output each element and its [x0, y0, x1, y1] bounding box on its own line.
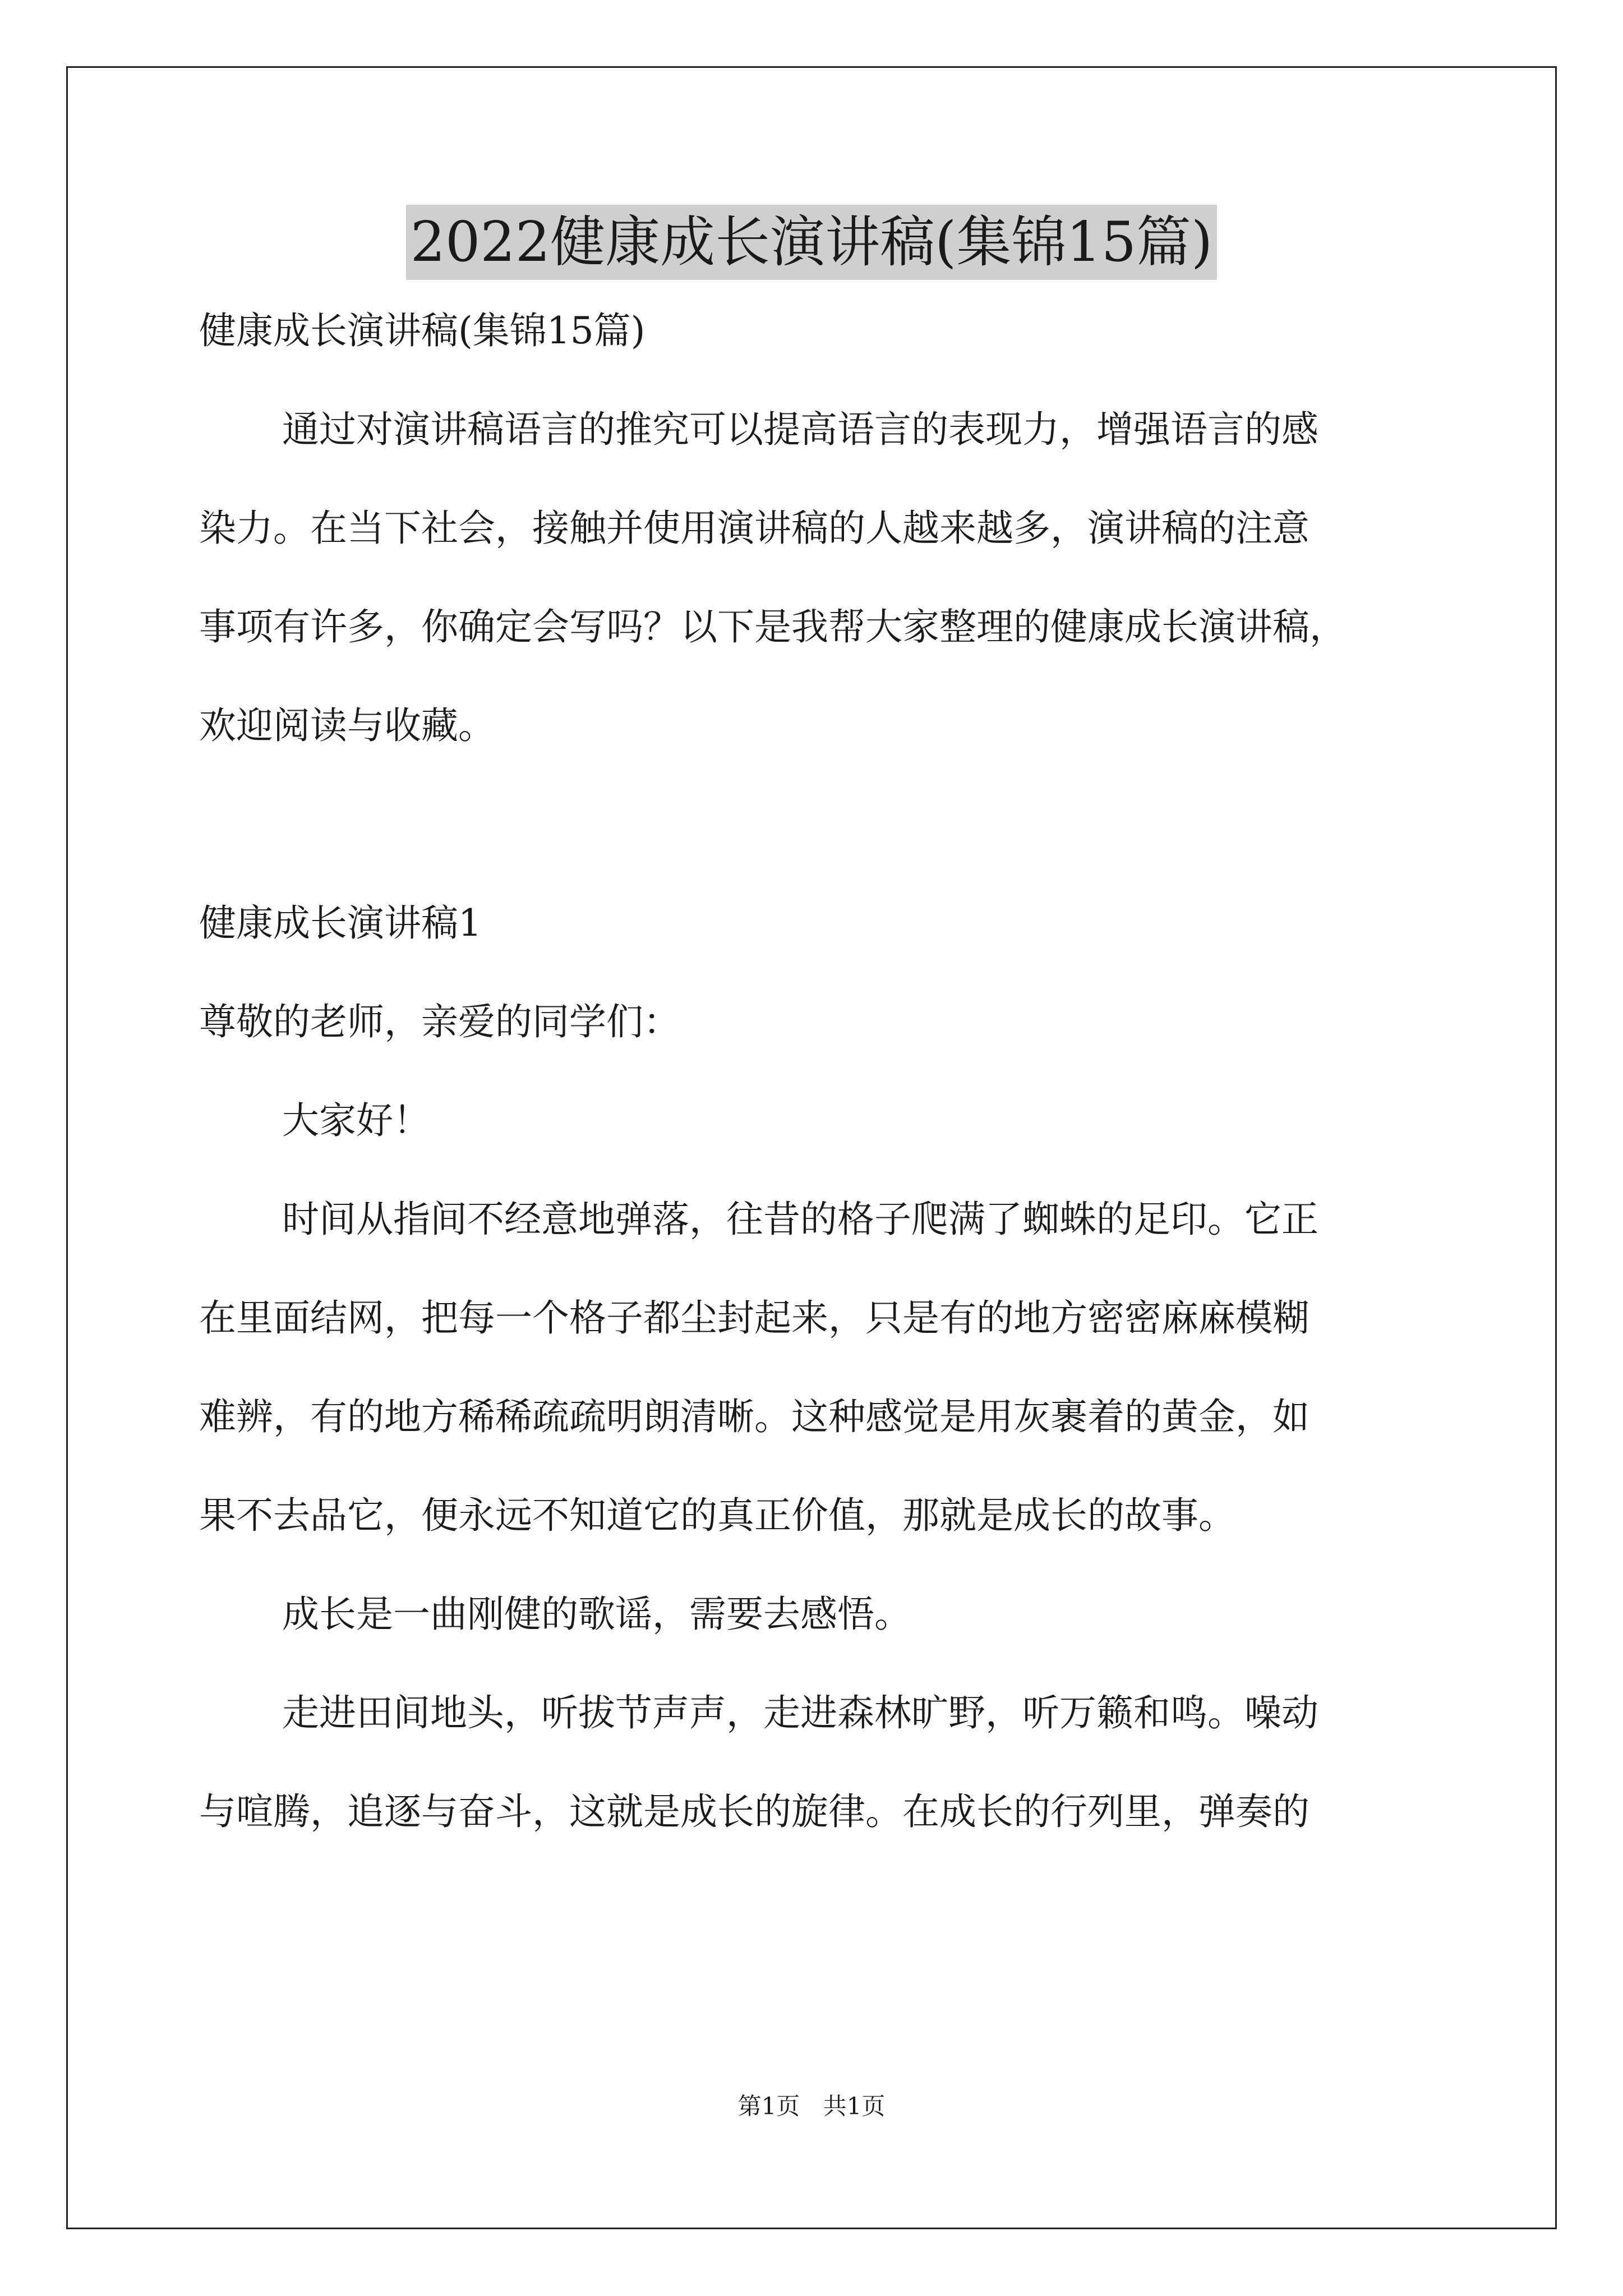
body-line: 健康成长演讲稿1: [199, 901, 482, 945]
body-line: 在里面结网，把每一个格子都尘封起来，只是有的地方密密麻麻模糊: [199, 1296, 1310, 1340]
body-line: 健康成长演讲稿(集锦15篇): [199, 309, 645, 352]
page-number: 第1页: [737, 2092, 800, 2120]
body-line: 走进田间地头，听拔节声声，走进森林旷野，听万籁和鸣。噪动: [282, 1691, 1318, 1734]
body-line: 时间从指间不经意地弹落，往昔的格子爬满了蜘蛛的足印。它正: [282, 1198, 1318, 1241]
body-line: 大家好！: [282, 1099, 430, 1142]
body-line: 染力。在当下社会，接触并使用演讲稿的人越来越多，演讲稿的注意: [199, 507, 1310, 550]
body-line: 通过对演讲稿语言的推究可以提高语言的表现力，增强语言的感: [282, 408, 1318, 451]
body-line: 果不去品它，便永远不知道它的真正价值，那就是成长的故事。: [199, 1494, 1235, 1537]
body-line: 难辨，有的地方稀稀疏疏明朗清晰。这种感觉是用灰裹着的黄金，如: [199, 1395, 1310, 1438]
document-body: [199, 306, 1455, 1837]
body-line: 事项有许多，你确定会写吗？以下是我帮大家整理的健康成长演讲稿，: [199, 605, 1347, 648]
body-line: 尊敬的老师，亲爱的同学们：: [199, 1000, 680, 1043]
page-footer: [0, 2090, 1623, 2123]
title-container: [0, 205, 1623, 280]
body-line: 欢迎阅读与收藏。: [199, 704, 495, 747]
document-title: 2022健康成长演讲稿(集锦15篇): [406, 205, 1218, 280]
body-line: 成长是一曲刚健的歌谣，需要去感悟。: [282, 1593, 911, 1636]
page-total: 共1页: [823, 2092, 886, 2120]
body-line: 与喧腾，追逐与奋斗，这就是成长的旋律。在成长的行列里，弹奏的: [199, 1790, 1310, 1833]
